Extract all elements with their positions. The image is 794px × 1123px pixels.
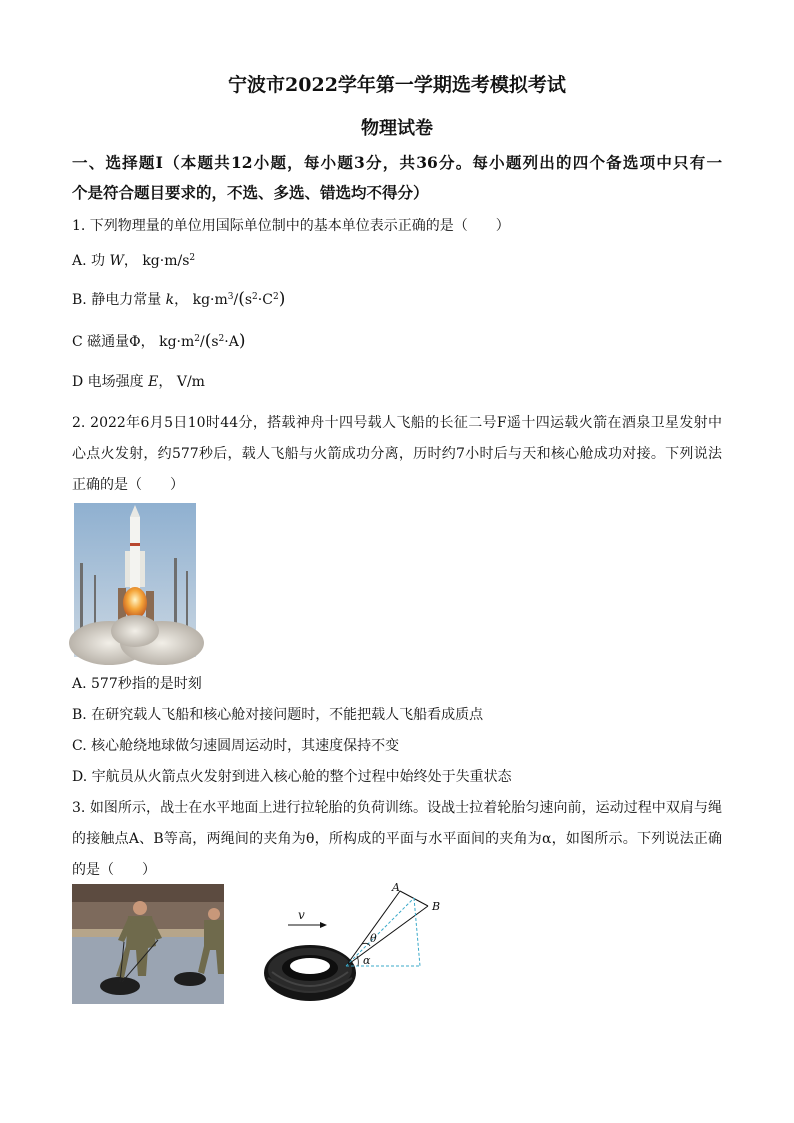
tire-force-diagram — [258, 880, 441, 1005]
label-a: A — [392, 881, 400, 894]
exam-title: 宁波市2022学年第一学期选考模拟考试 — [228, 74, 566, 96]
rocket-launch-photo — [74, 503, 196, 657]
tire-icon — [264, 945, 356, 1001]
q3-stem-line1: 3. 如图所示，战士在水平地面上进行拉轮胎的负荷训练。设战士拉着轮胎匀速向前，运动过程中双肩与绳 — [72, 800, 722, 816]
q3-stem-line3: 的是（ ） — [72, 862, 156, 878]
q1-a-exp: 2 — [189, 253, 196, 263]
q1-c-unit-mid: s — [211, 334, 219, 350]
label-v: v — [298, 908, 305, 922]
exam-subtitle: 物理试卷 — [361, 118, 433, 139]
q2-option-c: C. 核心舱绕地球做匀速圆周运动时，其速度保持不变 — [72, 738, 400, 754]
q2-option-b: B. 在研究载人飞船和核心舱对接问题时，不能把载人飞船看成质点 — [72, 707, 484, 723]
q2-option-a: A. 577秒指的是时刻 — [72, 676, 202, 692]
q1-a-var: W — [109, 253, 124, 269]
q1-b-exp1: 3 — [227, 292, 234, 302]
q1-b-unit-mid: s — [244, 292, 253, 308]
q2-option-d: D. 宇航员从火箭点火发射到进入核心舱的整个过程中始终处于失重状态 — [72, 769, 512, 785]
q1-stem: 1. 下列物理量的单位用国际单位制中的基本单位表示正确的是（ ） — [72, 218, 510, 234]
label-alpha: α — [363, 954, 371, 967]
q1-d-var: E — [148, 374, 159, 390]
dashed-vertical-line — [414, 898, 420, 966]
q1-option-c: C 磁通量Φ， $kg\cdot m^2/(s^2\cdot A)$ — [72, 331, 246, 351]
q2-stem-line3: 正确的是（ ） — [72, 477, 184, 493]
soldier-training-photo — [72, 884, 224, 1004]
dashed-mid-line — [346, 898, 414, 966]
q2-stem-line2: 心点火发射，约577秒后，载人飞船与火箭成功分离，历时约7小时后与天和核心舱成功对接。下列说法 — [72, 446, 722, 462]
q1-c-exp2: 2 — [218, 334, 225, 344]
label-theta: θ — [370, 932, 377, 945]
label-b: B — [432, 900, 441, 913]
q1-option-d: D 电场强度 E， V/m — [72, 374, 205, 390]
q1-b-exp3: 2 — [272, 292, 279, 302]
q1-c-exp1: 2 — [194, 334, 200, 344]
q1-c-unit-pre: kg·m — [159, 334, 195, 350]
q1-a-unit: kg·m/s — [142, 253, 190, 269]
q1-d-label: D 电场强度 — [72, 374, 144, 390]
section-heading-line1: 一、选择题Ⅰ（本题共12小题，每小题3分，共36分。每小题列出的四个备选项中只有一 — [72, 153, 722, 172]
q1-c-unit-a: ·A — [224, 334, 239, 350]
q1-b-exp2: 2 — [252, 292, 258, 302]
rope-to-a — [346, 891, 400, 966]
q1-a-label: A. 功 — [72, 253, 106, 269]
q1-b-label: B. 静电力常量 — [72, 292, 162, 308]
q3-stem-line2: 的接触点A、B等高，两绳间的夹角为θ，所构成的平面与水平面间的夹角为α，如图所示。下列说法正确 — [72, 831, 722, 847]
q1-option-b: B. 静电力常量 k， $kg\cdot m^3/(s^2\cdot C^2)$ — [72, 289, 286, 309]
q1-b-unit-c: ·C — [257, 292, 273, 308]
q2-stem-line1: 2. 2022年6月5日10时44分，搭载神舟十四号载人飞船的长征二号F遥十四运载火箭在酒泉卫星发射中 — [72, 415, 722, 431]
q1-b-var: k — [165, 292, 175, 308]
section-heading-line2: 个是符合题目要求的，不选、多选、错选均不得分） — [72, 183, 429, 202]
q1-c-label: C 磁通量Φ — [72, 334, 141, 350]
q1-d-unit: V/m — [176, 374, 205, 390]
q1-option-a: A. 功 W， $kg\cdot m/s^2$ — [72, 253, 196, 269]
q1-b-unit-pre: kg·m — [192, 292, 228, 308]
